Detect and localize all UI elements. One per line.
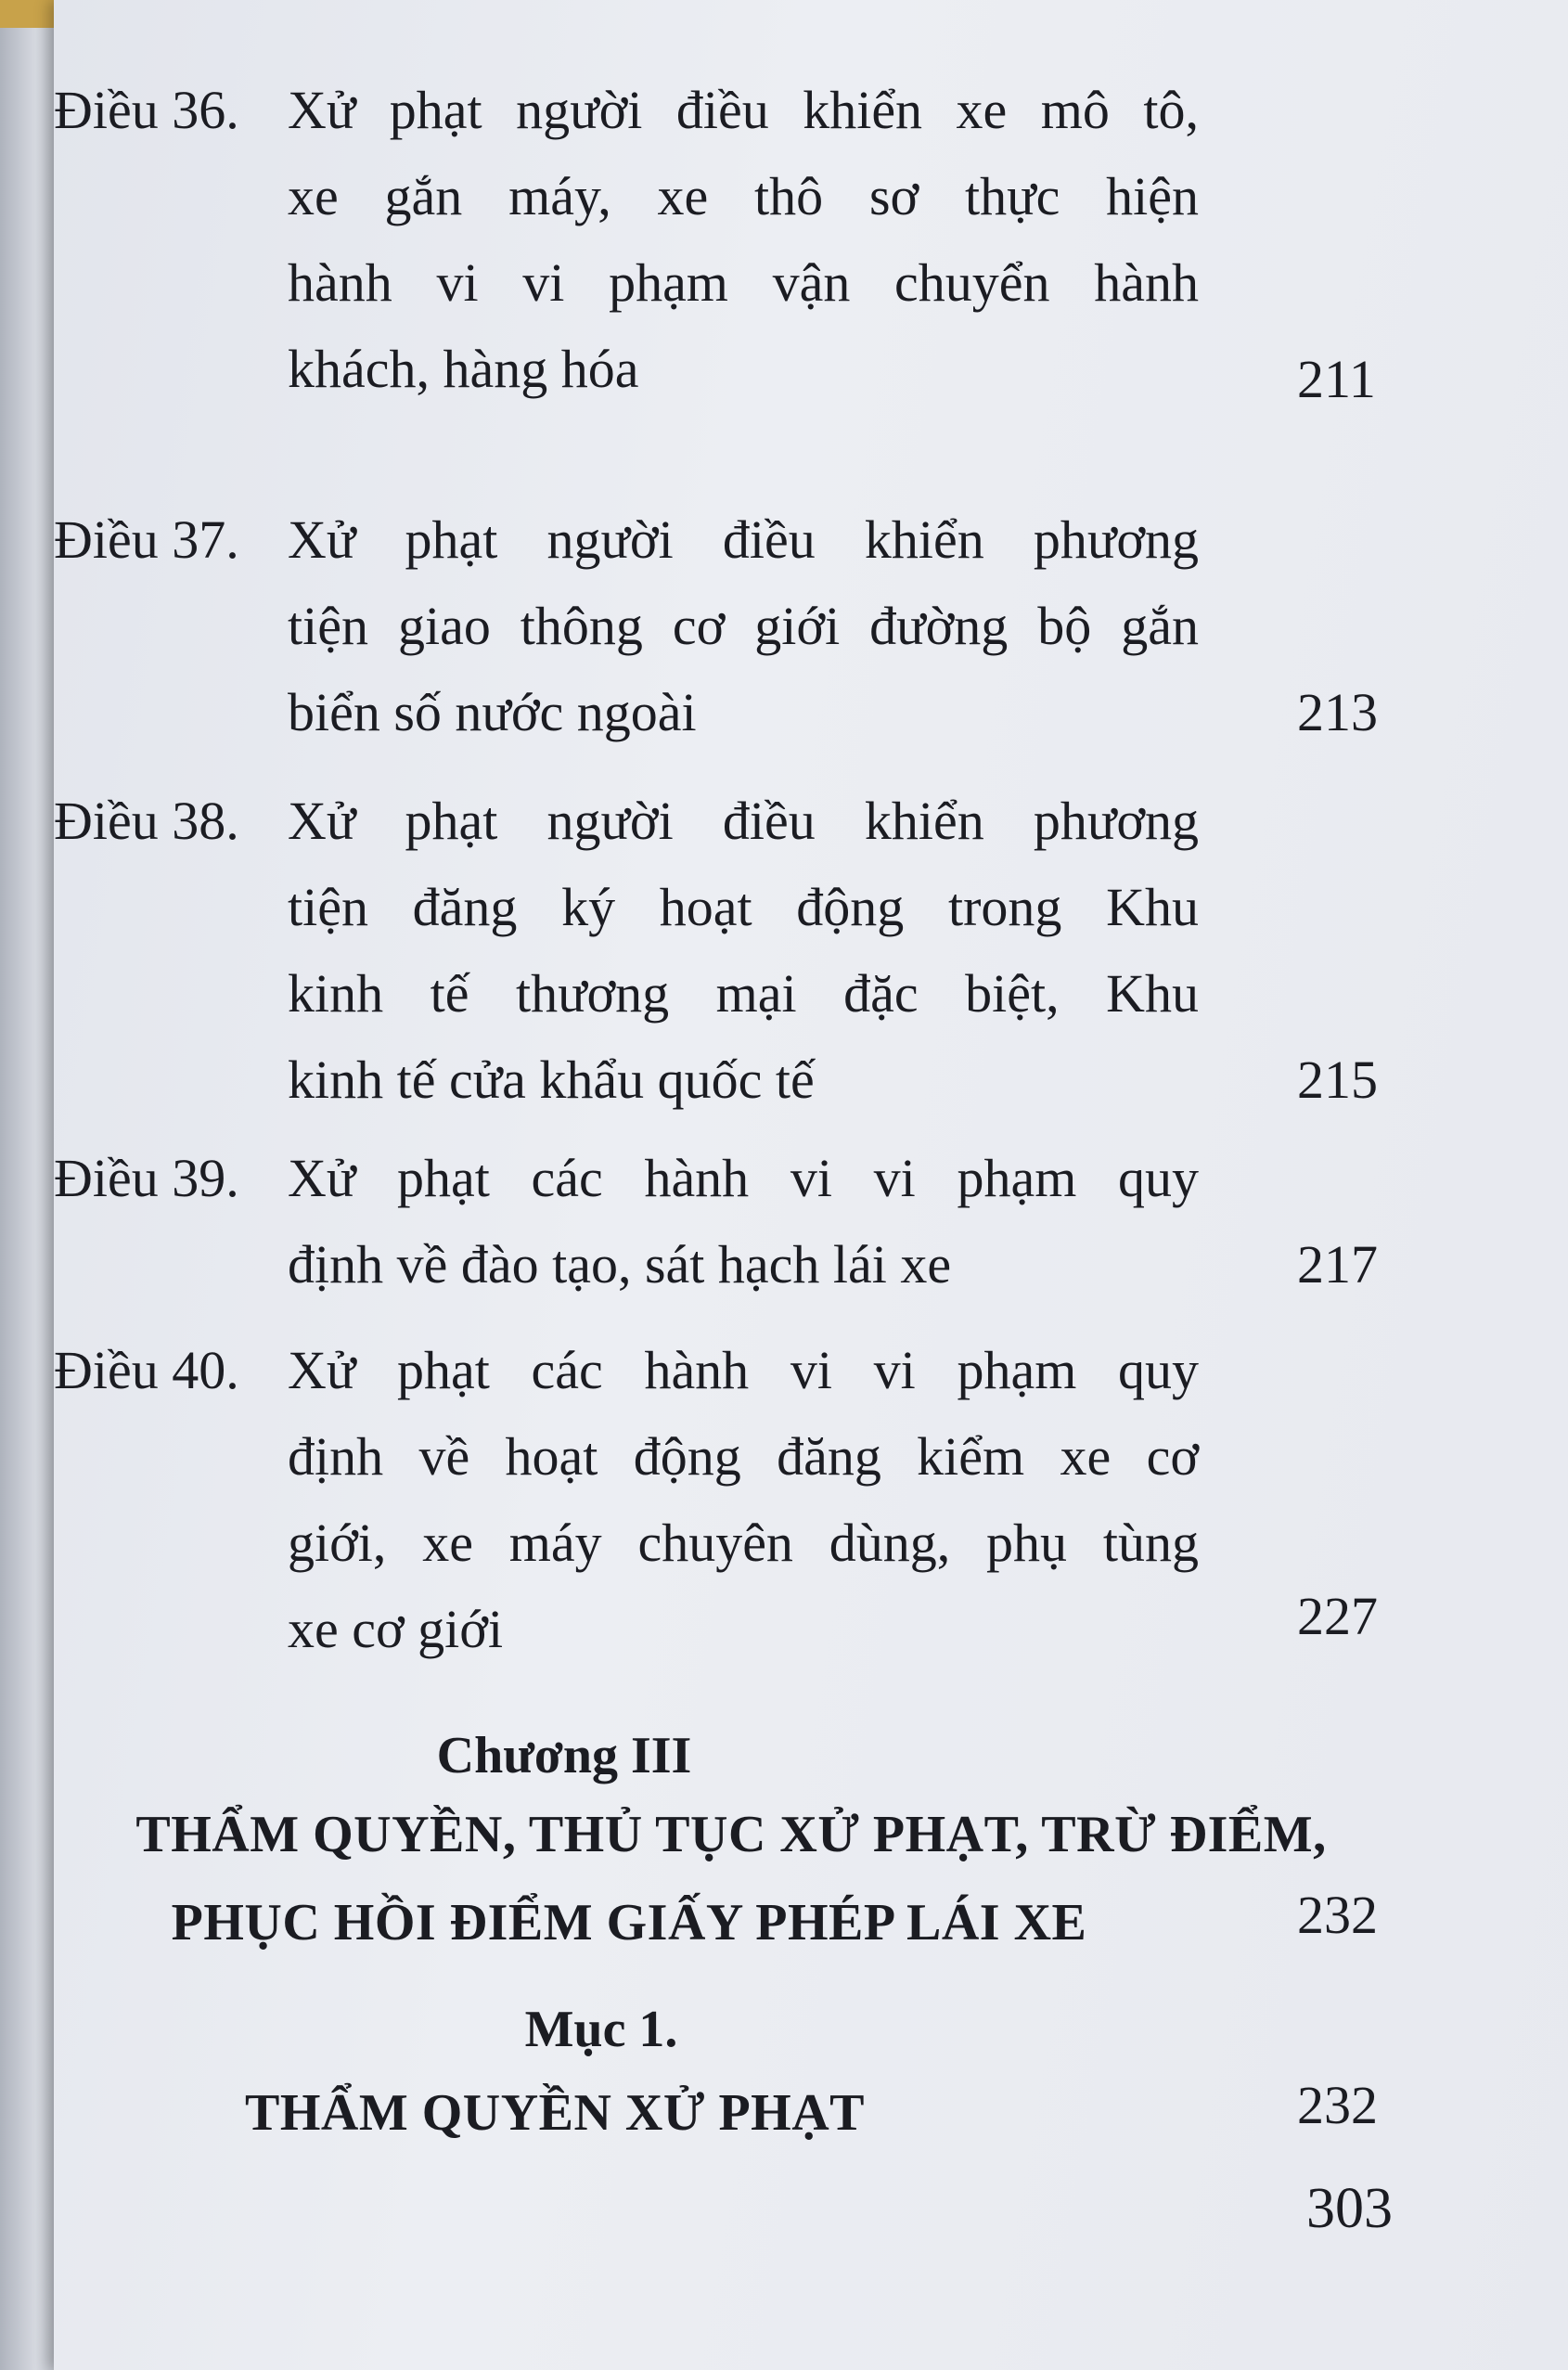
page-reference: 227	[1297, 1586, 1378, 1646]
page-reference: 211	[1297, 349, 1376, 409]
toc-entry	[54, 1135, 1408, 1307]
article-label: Điều 37.	[54, 509, 239, 570]
title-line: định về hoạt động đăng kiểm xe cơ	[288, 1426, 1199, 1487]
article-title	[288, 67, 1199, 412]
article-title	[288, 778, 1199, 1123]
article-label: Điều 39.	[54, 1148, 239, 1208]
title-line: giới, xe máy chuyên dùng, phụ tùng	[288, 1513, 1199, 1573]
title-line: định về đào tạo, sát hạch lái xe	[288, 1234, 952, 1294]
title-line: Xử phạt người điều khiển xe mô tô,	[288, 80, 1199, 140]
title-line: xe gắn máy, xe thô sơ thực hiện	[288, 166, 1199, 226]
article-title	[288, 1327, 1199, 1672]
title-line: khách, hàng hóa	[288, 339, 639, 399]
title-line: biển số nước ngoài	[288, 682, 697, 742]
title-line: Xử phạt người điều khiển phương	[288, 791, 1199, 851]
chapter-title-line: THẨM QUYỀN, THỦ TỤC XỬ PHẠT, TRỪ ĐIỂM,	[135, 1806, 1327, 1863]
section-heading: Mục 1.	[524, 2001, 678, 2058]
title-line: Xử phạt các hành vi vi phạm quy	[288, 1148, 1199, 1208]
book-page	[54, 0, 1568, 2370]
article-title	[288, 496, 1199, 755]
article-label: Điều 36.	[54, 80, 239, 140]
chapter-heading: Chương III	[436, 1727, 692, 1784]
toc-entry	[54, 1327, 1408, 1672]
book-cover-corner	[0, 0, 56, 28]
toc-entry	[54, 496, 1408, 756]
title-line: tiện giao thông cơ giới đường bộ gắn	[288, 596, 1199, 656]
title-line: Xử phạt các hành vi vi phạm quy	[288, 1340, 1199, 1400]
page-reference: 232	[1297, 2075, 1378, 2135]
title-line: kinh tế thương mại đặc biệt, Khu	[288, 963, 1199, 1024]
page-reference: 213	[1297, 682, 1378, 742]
page-reference: 232	[1297, 1885, 1378, 1945]
page-number: 303	[1306, 2177, 1393, 2240]
title-line: tiện đăng ký hoạt động trong Khu	[288, 877, 1199, 937]
section-title: THẨM QUYỀN XỬ PHẠT	[244, 2084, 865, 2142]
article-label: Điều 40.	[54, 1340, 239, 1400]
chapter-title-line: PHỤC HỒI ĐIỂM GIẤY PHÉP LÁI XE	[171, 1894, 1087, 1951]
title-line: Xử phạt người điều khiển phương	[288, 509, 1199, 570]
title-line: xe cơ giới	[288, 1599, 504, 1659]
page-reference: 217	[1297, 1234, 1378, 1294]
article-title	[288, 1135, 1199, 1307]
title-line: kinh tế cửa khẩu quốc tế	[288, 1050, 815, 1110]
toc-entry	[54, 67, 1408, 412]
article-label: Điều 38.	[54, 791, 239, 851]
toc-entry	[54, 778, 1408, 1123]
page-reference: 215	[1297, 1050, 1378, 1110]
title-line: hành vi vi phạm vận chuyển hành	[288, 252, 1199, 313]
